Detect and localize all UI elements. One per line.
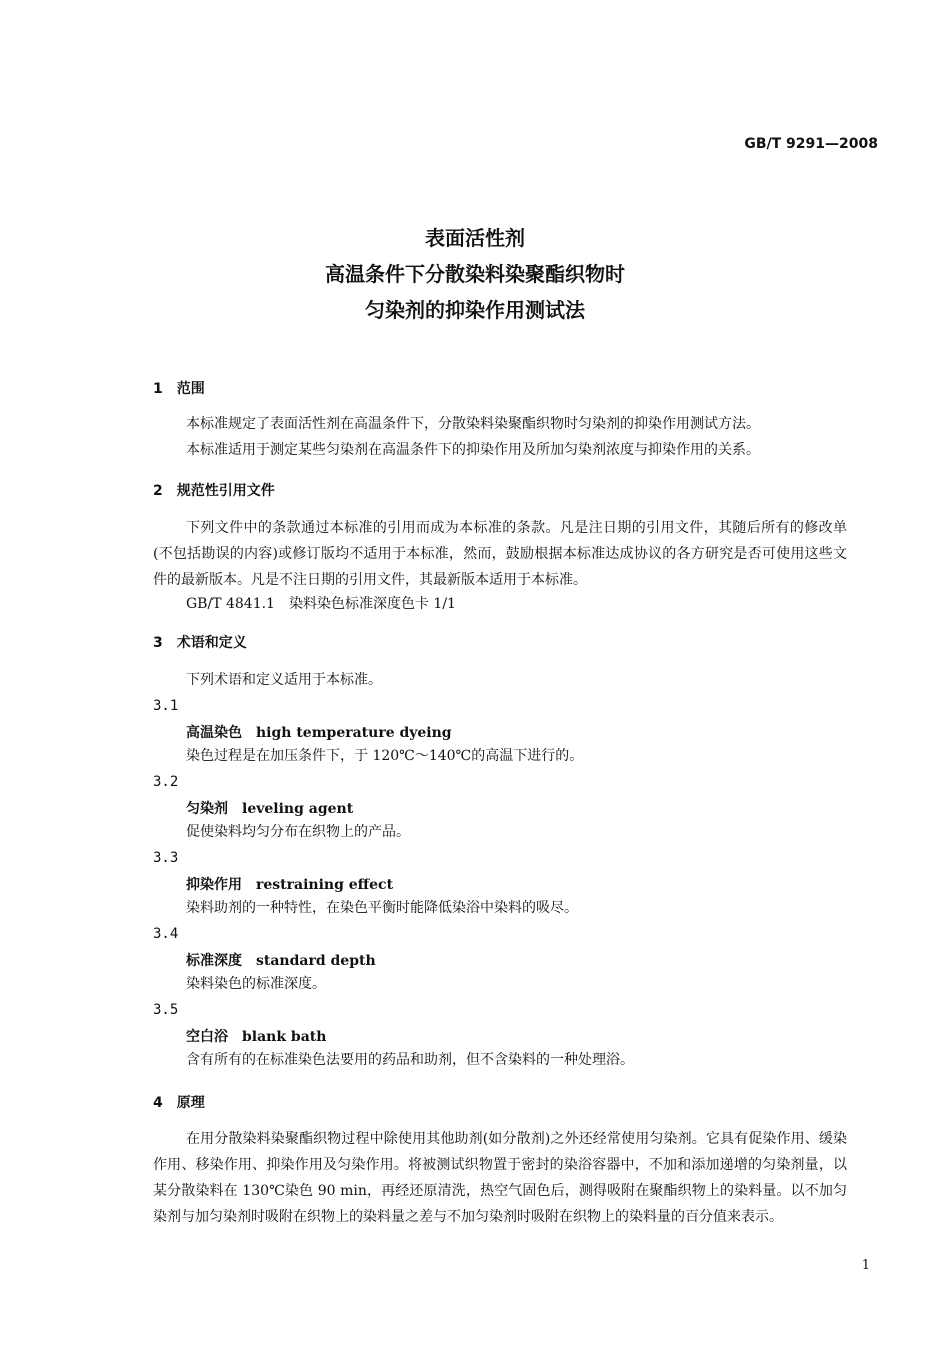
term-3-5-number: 3.5 — [153, 1002, 179, 1018]
term-3-5-name — [186, 1026, 326, 1046]
section-4-heading: 4 原理 — [153, 1095, 205, 1111]
page-number: 1 — [861, 1258, 870, 1273]
title-line-2: 高温条件下分散染料染聚酯织物时 — [325, 262, 625, 286]
section-4-para-1: 在用分散染料染聚酯织物过程中除使用其他助剂(如分散剂)之外还经常使用匀染剂。它具有促染作用、缓染作用、移染作用、抑染作用及匀染作用。将被测试织物置于密封的染浴容器中，不加和添加递增的匀染剂量，以某分散染料在 130℃染色 90 min，再经还原清洗，热空气固色后，测得吸附在聚酯织物上的染料量。以不加匀染剂与加匀染剂时吸附在织物上的染料量之差与不加匀染剂时吸附在织物上的染料量的百分值来表示。 — [153, 1131, 847, 1225]
term-3-4-zh: 标准深度 — [186, 953, 242, 969]
term-3-2-zh: 匀染剂 — [186, 801, 228, 817]
document-id: GB/T 9291—2008 — [744, 136, 878, 152]
term-3-4-name — [186, 950, 376, 970]
term-3-3-en: restraining effect — [256, 877, 394, 893]
term-3-4-number: 3.4 — [153, 926, 179, 942]
section-2-para-1: 下列文件中的条款通过本标准的引用而成为本标准的条款。凡是注日期的引用文件，其随后所有的修改单(不包括勘误的内容)或修订版均不适用于本标准，然而，鼓励根据本标准达成协议的各方研究是否可使用这些文件的最新版本。凡是不注日期的引用文件，其最新版本适用于本标准。 — [153, 520, 847, 588]
term-3-2-number: 3.2 — [153, 774, 179, 790]
term-3-2-name — [186, 798, 353, 818]
section-1-heading: 1 范围 — [153, 381, 205, 397]
term-3-2-en: leveling agent — [242, 801, 354, 817]
title-line-3: 匀染剂的抑染作用测试法 — [365, 298, 585, 322]
term-3-4-definition: 染料染色的标准深度。 — [186, 976, 326, 992]
term-3-3-zh: 抑染作用 — [186, 877, 242, 893]
term-3-3-number: 3.3 — [153, 850, 179, 866]
term-3-5-definition: 含有所有的在标准染色法要用的药品和助剂，但不含染料的一种处理浴。 — [186, 1052, 634, 1068]
term-3-4-en: standard depth — [256, 953, 376, 969]
section-3-intro: 下列术语和定义适用于本标准。 — [186, 672, 382, 688]
term-3-3-name — [186, 874, 393, 894]
term-3-5-zh: 空白浴 — [186, 1029, 228, 1045]
term-3-1-number: 3.1 — [153, 698, 179, 714]
section-2-heading: 2 规范性引用文件 — [153, 483, 275, 499]
section-3-heading: 3 术语和定义 — [153, 635, 247, 651]
term-3-5-en: blank bath — [242, 1029, 327, 1045]
title-line-1: 表面活性剂 — [425, 226, 525, 250]
section-2-reference: GB/T 4841.1 染料染色标准深度色卡 1/1 — [186, 596, 456, 612]
term-3-1-definition: 染色过程是在加压条件下，于 120℃～140℃的高温下进行的。 — [186, 748, 584, 764]
term-3-1-en: high temperature dyeing — [256, 725, 452, 741]
section-1-para-1: 本标准规定了表面活性剂在高温条件下，分散染料染聚酯织物时匀染剂的抑染作用测试方法。 — [186, 416, 760, 432]
term-3-1-name — [186, 722, 452, 742]
term-3-3-definition: 染料助剂的一种特性，在染色平衡时能降低染浴中染料的吸尽。 — [186, 900, 578, 916]
term-3-2-definition: 促使染料均匀分布在织物上的产品。 — [186, 824, 410, 840]
term-3-1-zh: 高温染色 — [186, 725, 242, 741]
section-1-para-2: 本标准适用于测定某些匀染剂在高温条件下的抑染作用及所加匀染剂浓度与抑染作用的关系。 — [186, 442, 760, 458]
